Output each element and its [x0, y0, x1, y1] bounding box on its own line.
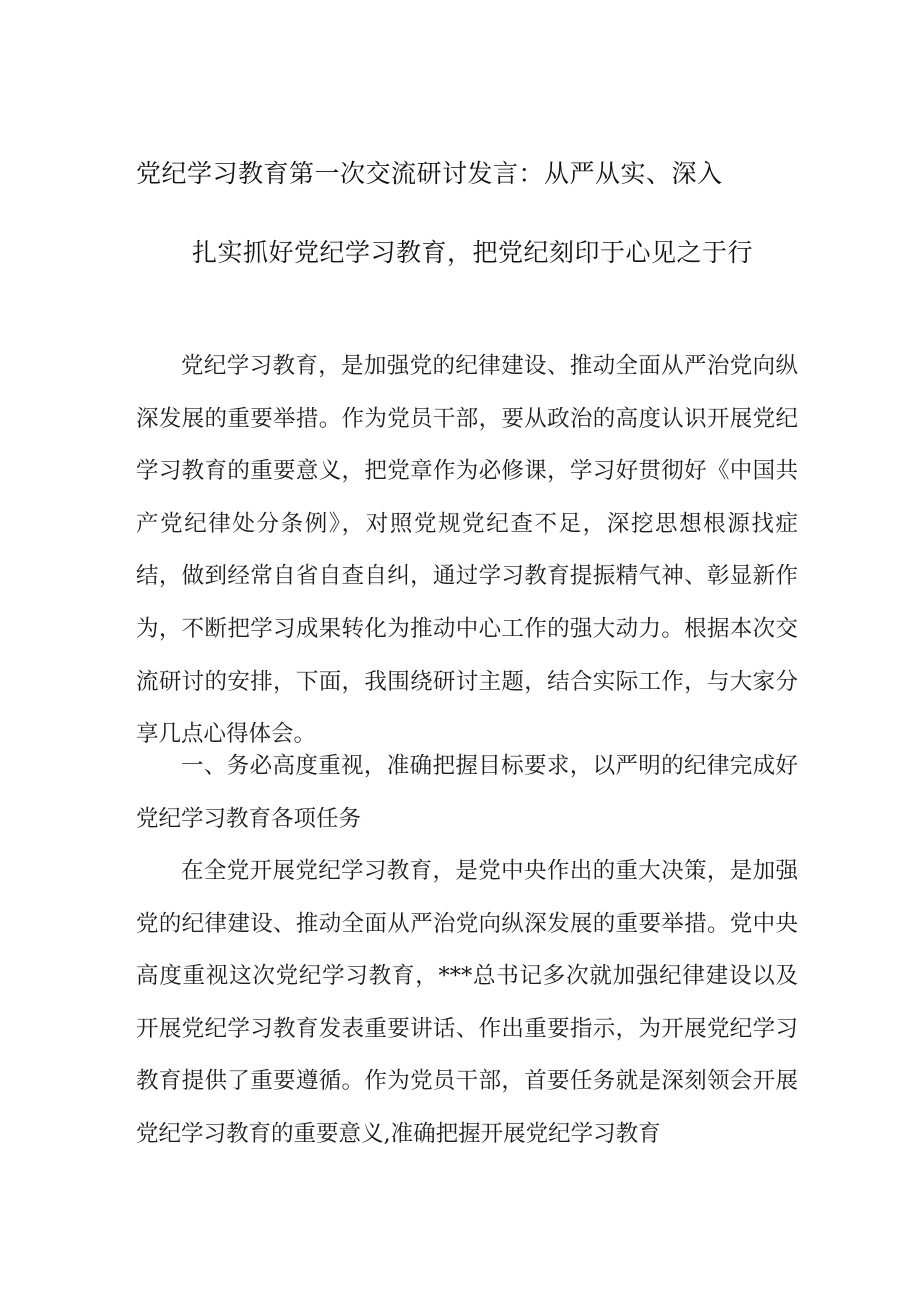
body-paragraph-section-1: 在全党开展党纪学习教育，是党中央作出的重大决策，是加强党的纪律建设、推动全面从严治党向纵深发展的重要举措。党中央高度重视这次党纪学习教育，***总书记多次就加强纪律建设以及开展党纪学习教育发表重要讲话、作出重要指示，为开展党纪学习教育提供了重要遵循。作为党员干部，首要任务就是深刻领会开展党纪学习教育的重要意义,准确把握开展党纪学习教育 — [136, 858, 798, 1147]
body-paragraph-intro: 党纪学习教育，是加强党的纪律建设、推动全面从严治党向纵深发展的重要举措。作为党员干部，要从政治的高度认识开展党纪学习教育的重要意义，把党章作为必修课，学习好贯彻好《中国共产党纪律处分条例》，对照党规党纪查不足，深挖思想根源找症结，做到经常自省自查自纠，通过学习教育提振精气神、彰显新作为，不断把学习成果转化为推动中心工作的强大动力。根据本次交流研讨的安排，下面，我围绕研讨主题，结合实际工作，与大家分享几点心得体会。 — [136, 353, 798, 748]
document-title-line-2: 扎实抓好党纪学习教育，把党纪刻印于心见之于行 — [192, 238, 754, 267]
section-heading-1: 一、务必高度重视，准确把握目标要求，以严明的纪律完成好党纪学习教育各项任务 — [136, 753, 798, 832]
document-title-line-1: 党纪学习教育第一次交流研讨发言：从严从实、深入 — [136, 159, 723, 188]
